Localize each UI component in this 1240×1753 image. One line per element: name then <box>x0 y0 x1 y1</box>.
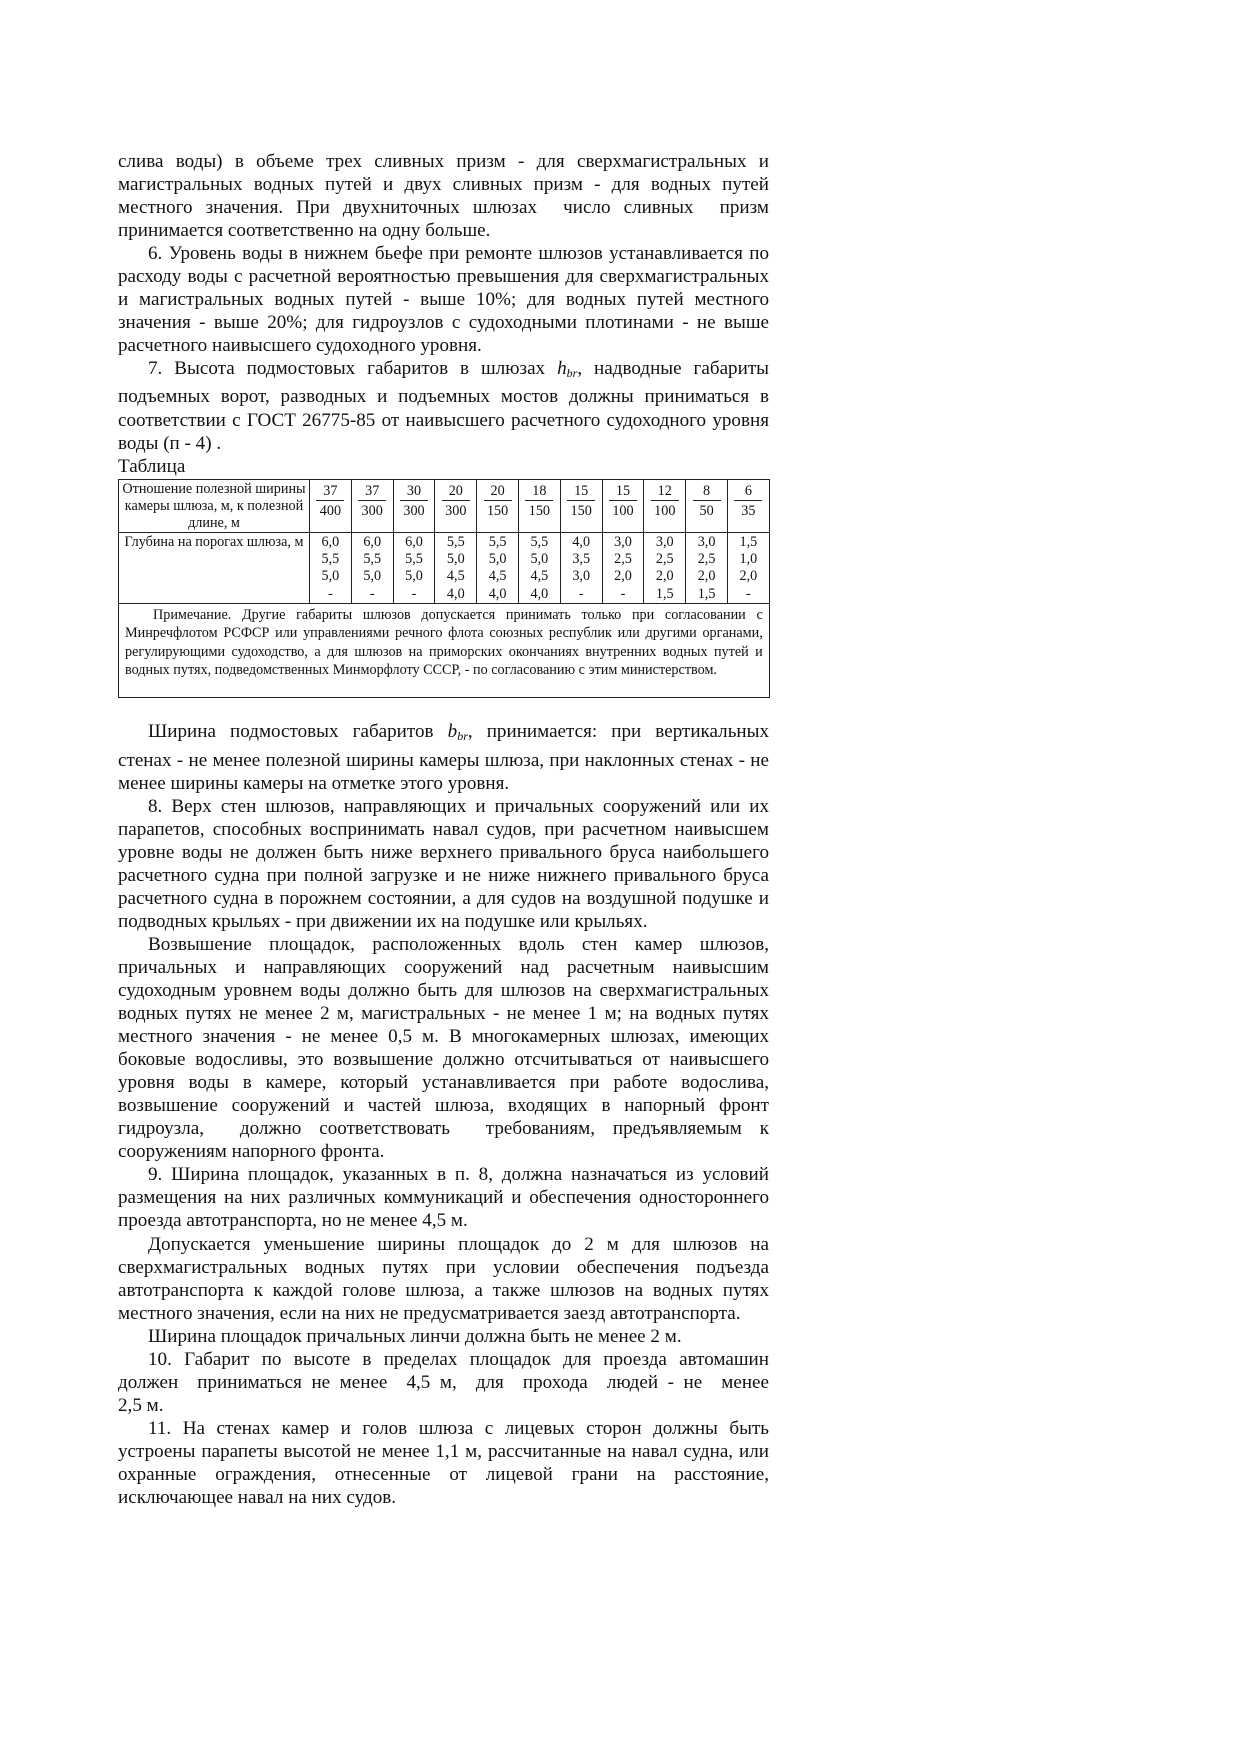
depth-value: 2,5 <box>655 550 674 567</box>
depth-value: 5,0 <box>321 568 340 585</box>
lock-dimensions-table <box>118 479 770 699</box>
depth-value: 5,5 <box>321 550 340 567</box>
ratio-fraction <box>693 482 721 521</box>
depth-value: 5,5 <box>405 550 423 567</box>
h-variable: h <box>557 358 567 380</box>
depth-value: 3,0 <box>572 568 591 585</box>
ratio-fraction <box>442 482 470 521</box>
br-subscript: br <box>566 366 578 381</box>
para7-text-end: , надводные габариты подъемных ворот, разводных и подъемных мостов должны приниматься в соответствии с ГОСТ 26775-85 от наивысшего расчетного судоходного уровня воды (п - 4) . <box>118 358 769 454</box>
chamber-length: 150 <box>570 502 592 519</box>
chamber-length: 150 <box>486 502 509 519</box>
ratio-fraction <box>525 482 553 521</box>
paragraph-drain-prisms: слива воды) в объеме трех сливных призм - для сверхмагистральных и магистральных водных путей и двух сливных призм - для водных путей местного значения. При двухниточных шлюзах число сливных призм принимается соответственно на одну больше. <box>118 151 774 242</box>
depth-value: 2,5 <box>697 550 716 567</box>
ratio-cell <box>351 479 393 532</box>
ratio-cell <box>560 479 602 532</box>
chamber-length: 300 <box>361 502 383 519</box>
depth-value: 1,0 <box>739 550 758 567</box>
depth-value: 2,0 <box>739 568 758 585</box>
ratio-cell <box>435 479 477 532</box>
depth-value: 3,0 <box>655 533 674 550</box>
depth-value: 2,0 <box>614 568 632 585</box>
depth-value: 5,5 <box>446 533 465 550</box>
depth-value: 4,5 <box>530 568 549 585</box>
chamber-width: 18 <box>525 482 553 501</box>
table-note <box>119 603 770 698</box>
paragraph-7-bridge-clearance <box>118 357 769 454</box>
depth-value: 5,0 <box>446 550 465 567</box>
note-text: Примечание. Другие габариты шлюзов допускается принимать только при согласовании с Минречфлотом РСФСР или управлениями речного флота союзных республик или другими органами, регулирующими судоходство, а для шлюзов на приморских окончаниях внутренних водных путей и водных путях, подведомственных Минморфлоту СССР, - по согласованию с этим министерством. <box>125 606 763 679</box>
paragraph-width-reduction: Допускается уменьшение ширины площадок до 2 м для шлюзов на сверхмагистральных водных путях при условии обеспечения подъезда автотранспорта к каждой голове шлюза, а также шлюзов на водных путях местного значения, если на них не предусматривается заезд автотранспорта. <box>118 1233 769 1324</box>
depth-value: 4,5 <box>488 568 507 585</box>
depth-value: 2,5 <box>614 550 632 567</box>
depth-cell <box>351 532 393 603</box>
depth-cell <box>435 532 477 603</box>
chamber-length: 35 <box>741 502 756 519</box>
document-page <box>118 150 774 1509</box>
chamber-length: 100 <box>612 502 634 519</box>
chamber-length: 300 <box>445 502 467 519</box>
chamber-length: 50 <box>699 502 714 519</box>
ratio-cell <box>602 479 644 532</box>
depth-value: 4,0 <box>488 585 507 602</box>
depth-value: 4,0 <box>530 585 549 602</box>
paragraph-10-line-1: 10. Габарит по высоте в пределах площадок для проезда автомашин <box>148 1348 769 1370</box>
chamber-length: 300 <box>403 502 425 519</box>
ratio-label: Отношение полезной ширины камеры шлюза, м, к полезной длине, м <box>119 479 310 532</box>
ratio-cell <box>477 479 519 532</box>
paragraph-6-lower-pool-level: 6. Уровень воды в нижнем бьефе при ремонте шлюзов устанавливается по расходу воды с расчетной вероятностью превышения для сверхмагистральных и магистральных водных путей - выше 10%; для водных путей местного значения - выше 20%; для гидроузлов с судоходными плотинами - не выше расчетного наивысшего судоходного уровня. <box>118 243 769 357</box>
chamber-width: 20 <box>484 482 512 501</box>
depth-value: 5,0 <box>405 568 423 585</box>
depth-value: 4,0 <box>446 585 465 602</box>
ratio-cell <box>310 479 352 532</box>
paragraph-10-line-3: 2,5 м. <box>118 1394 164 1416</box>
depth-cell <box>560 532 602 603</box>
depth-value: 2,0 <box>655 568 674 585</box>
depth-value: 1,5 <box>697 585 716 602</box>
ratio-fraction <box>484 482 512 521</box>
depth-value: 3,0 <box>697 533 716 550</box>
depth-value: 5,0 <box>488 550 507 567</box>
chamber-length: 400 <box>319 502 342 519</box>
paragraph-platform-elevation: Возвышение площадок, расположенных вдоль стен камер шлюзов, причальных и направляющих сооружений над расчетным наивысшим судоходным уровнем воды должно быть для шлюзов на сверхмагистральных водных путях не менее 2 м, магистральных - не менее 1 м; на водных путях местного значения - не менее 0,5 м. В многокамерных шлюзах, имеющих боковые водосливы, это возвышение должно отсчитываться от наивысшего уровня воды в камере, который устанавливается при работе водослива, возвышение сооружений и частей шлюза, входящих в напорный фронт гидроузла, должно соответствовать требованиям, предъявляемым к сооружениям напорного фронта. <box>118 933 774 1163</box>
chamber-width: 15 <box>567 482 595 501</box>
depth-cell <box>477 532 519 603</box>
depth-value: 5,0 <box>530 550 549 567</box>
ratio-cell <box>393 479 435 532</box>
ratio-cell <box>686 479 728 532</box>
chamber-width: 37 <box>358 482 386 501</box>
chamber-width: 37 <box>316 482 344 501</box>
depth-value: - <box>620 585 626 602</box>
ratio-fraction <box>358 482 386 521</box>
table-caption: Таблица <box>118 455 186 477</box>
depth-value: 5,5 <box>363 550 382 567</box>
depth-value: 2,0 <box>697 568 716 585</box>
depth-value: - <box>411 585 417 602</box>
width-text: Ширина подмостовых габаритов <box>148 721 448 743</box>
depth-value: 4,0 <box>572 533 591 550</box>
depth-row <box>119 532 770 603</box>
depth-cell <box>644 532 686 603</box>
ratio-cell <box>518 479 560 532</box>
depth-value: 4,5 <box>446 568 465 585</box>
chamber-width: 8 <box>693 482 721 501</box>
depth-value: 6,0 <box>321 533 340 550</box>
ratio-cell <box>727 479 769 532</box>
depth-cell <box>686 532 728 603</box>
depth-value: 3,0 <box>614 533 632 550</box>
ratio-fraction <box>316 482 344 521</box>
chamber-width: 6 <box>734 482 762 501</box>
depth-value: 5,0 <box>363 568 382 585</box>
depth-cell <box>310 532 352 603</box>
depth-value: 1,5 <box>739 533 758 550</box>
depth-value: - <box>746 585 751 602</box>
ratio-fraction <box>651 482 679 521</box>
depth-value: 3,5 <box>572 550 591 567</box>
depth-cell <box>602 532 644 603</box>
ratio-fraction <box>609 482 637 521</box>
ratio-row <box>119 479 770 532</box>
b-variable: b <box>447 721 458 743</box>
depth-value: - <box>328 585 333 602</box>
ratio-fraction <box>400 482 428 521</box>
chamber-width: 20 <box>442 482 470 501</box>
paragraph-berth-width: Ширина площадок причальных линчи должна быть не менее 2 м. <box>148 1325 682 1347</box>
paragraph-9-platform-width: 9. Ширина площадок, указанных в п. 8, должна назначаться из условий размещения на них различных коммуникаций и обеспечения одностороннего проезда автотранспорта, но не менее 4,5 м. <box>118 1164 769 1232</box>
ratio-cell <box>644 479 686 532</box>
paragraph-8-wall-top: 8. Верх стен шлюзов, направляющих и причальных сооружений или их парапетов, способных воспринимать навал судов, при расчетном наивысшем уровне воды не должен быть ниже верхнего привального бруса наибольшего расчетного судна при полной загрузке и не ниже нижнего привального бруса расчетного судна в порожнем состоянии, а для судов на воздушной подушке и подводных крыльях - при движении их на подушке или крыльях. <box>118 795 769 932</box>
depth-value: 1,5 <box>655 585 674 602</box>
note-row <box>119 603 770 698</box>
chamber-width: 30 <box>400 482 428 501</box>
chamber-length: 100 <box>654 502 676 519</box>
ratio-fraction <box>567 482 595 521</box>
depth-value: - <box>369 585 375 602</box>
br-subscript: br <box>457 729 468 744</box>
depth-value: 5,5 <box>530 533 549 550</box>
paragraph-11-parapets: 11. На стенах камер и голов шлюза с лицевых сторон должны быть устроены парапеты высотой не менее 1,1 м, рассчитанные на навал судна, или охранные ограждения, отнесенные от лицевой грани на расстояние, исключающее навал на них судов. <box>118 1417 769 1509</box>
paragraph-bridge-width <box>118 720 769 794</box>
depth-label: Глубина на порогах шлюза, м <box>119 532 310 603</box>
para7-text: 7. Высота подмостовых габаритов в шлюзах <box>148 358 558 380</box>
paragraph-10-line-2: должен приниматься не менее 4,5 м, для прохода людей - не менее <box>118 1371 769 1393</box>
chamber-length: 150 <box>528 502 551 519</box>
depth-value: 6,0 <box>405 533 423 550</box>
chamber-width: 12 <box>651 482 679 501</box>
depth-value: 5,5 <box>488 533 507 550</box>
depth-cell <box>727 532 769 603</box>
width-text-end: , принимается: при вертикальных стенах - не менее полезной ширины камеры шлюза, при наклонных стенах - не менее ширины камеры на отметке этого уровня. <box>118 721 770 794</box>
ratio-fraction <box>734 482 762 521</box>
depth-value: 6,0 <box>363 533 382 550</box>
depth-cell <box>518 532 560 603</box>
depth-cell <box>393 532 435 603</box>
chamber-width: 15 <box>609 482 637 501</box>
depth-value: - <box>578 585 584 602</box>
